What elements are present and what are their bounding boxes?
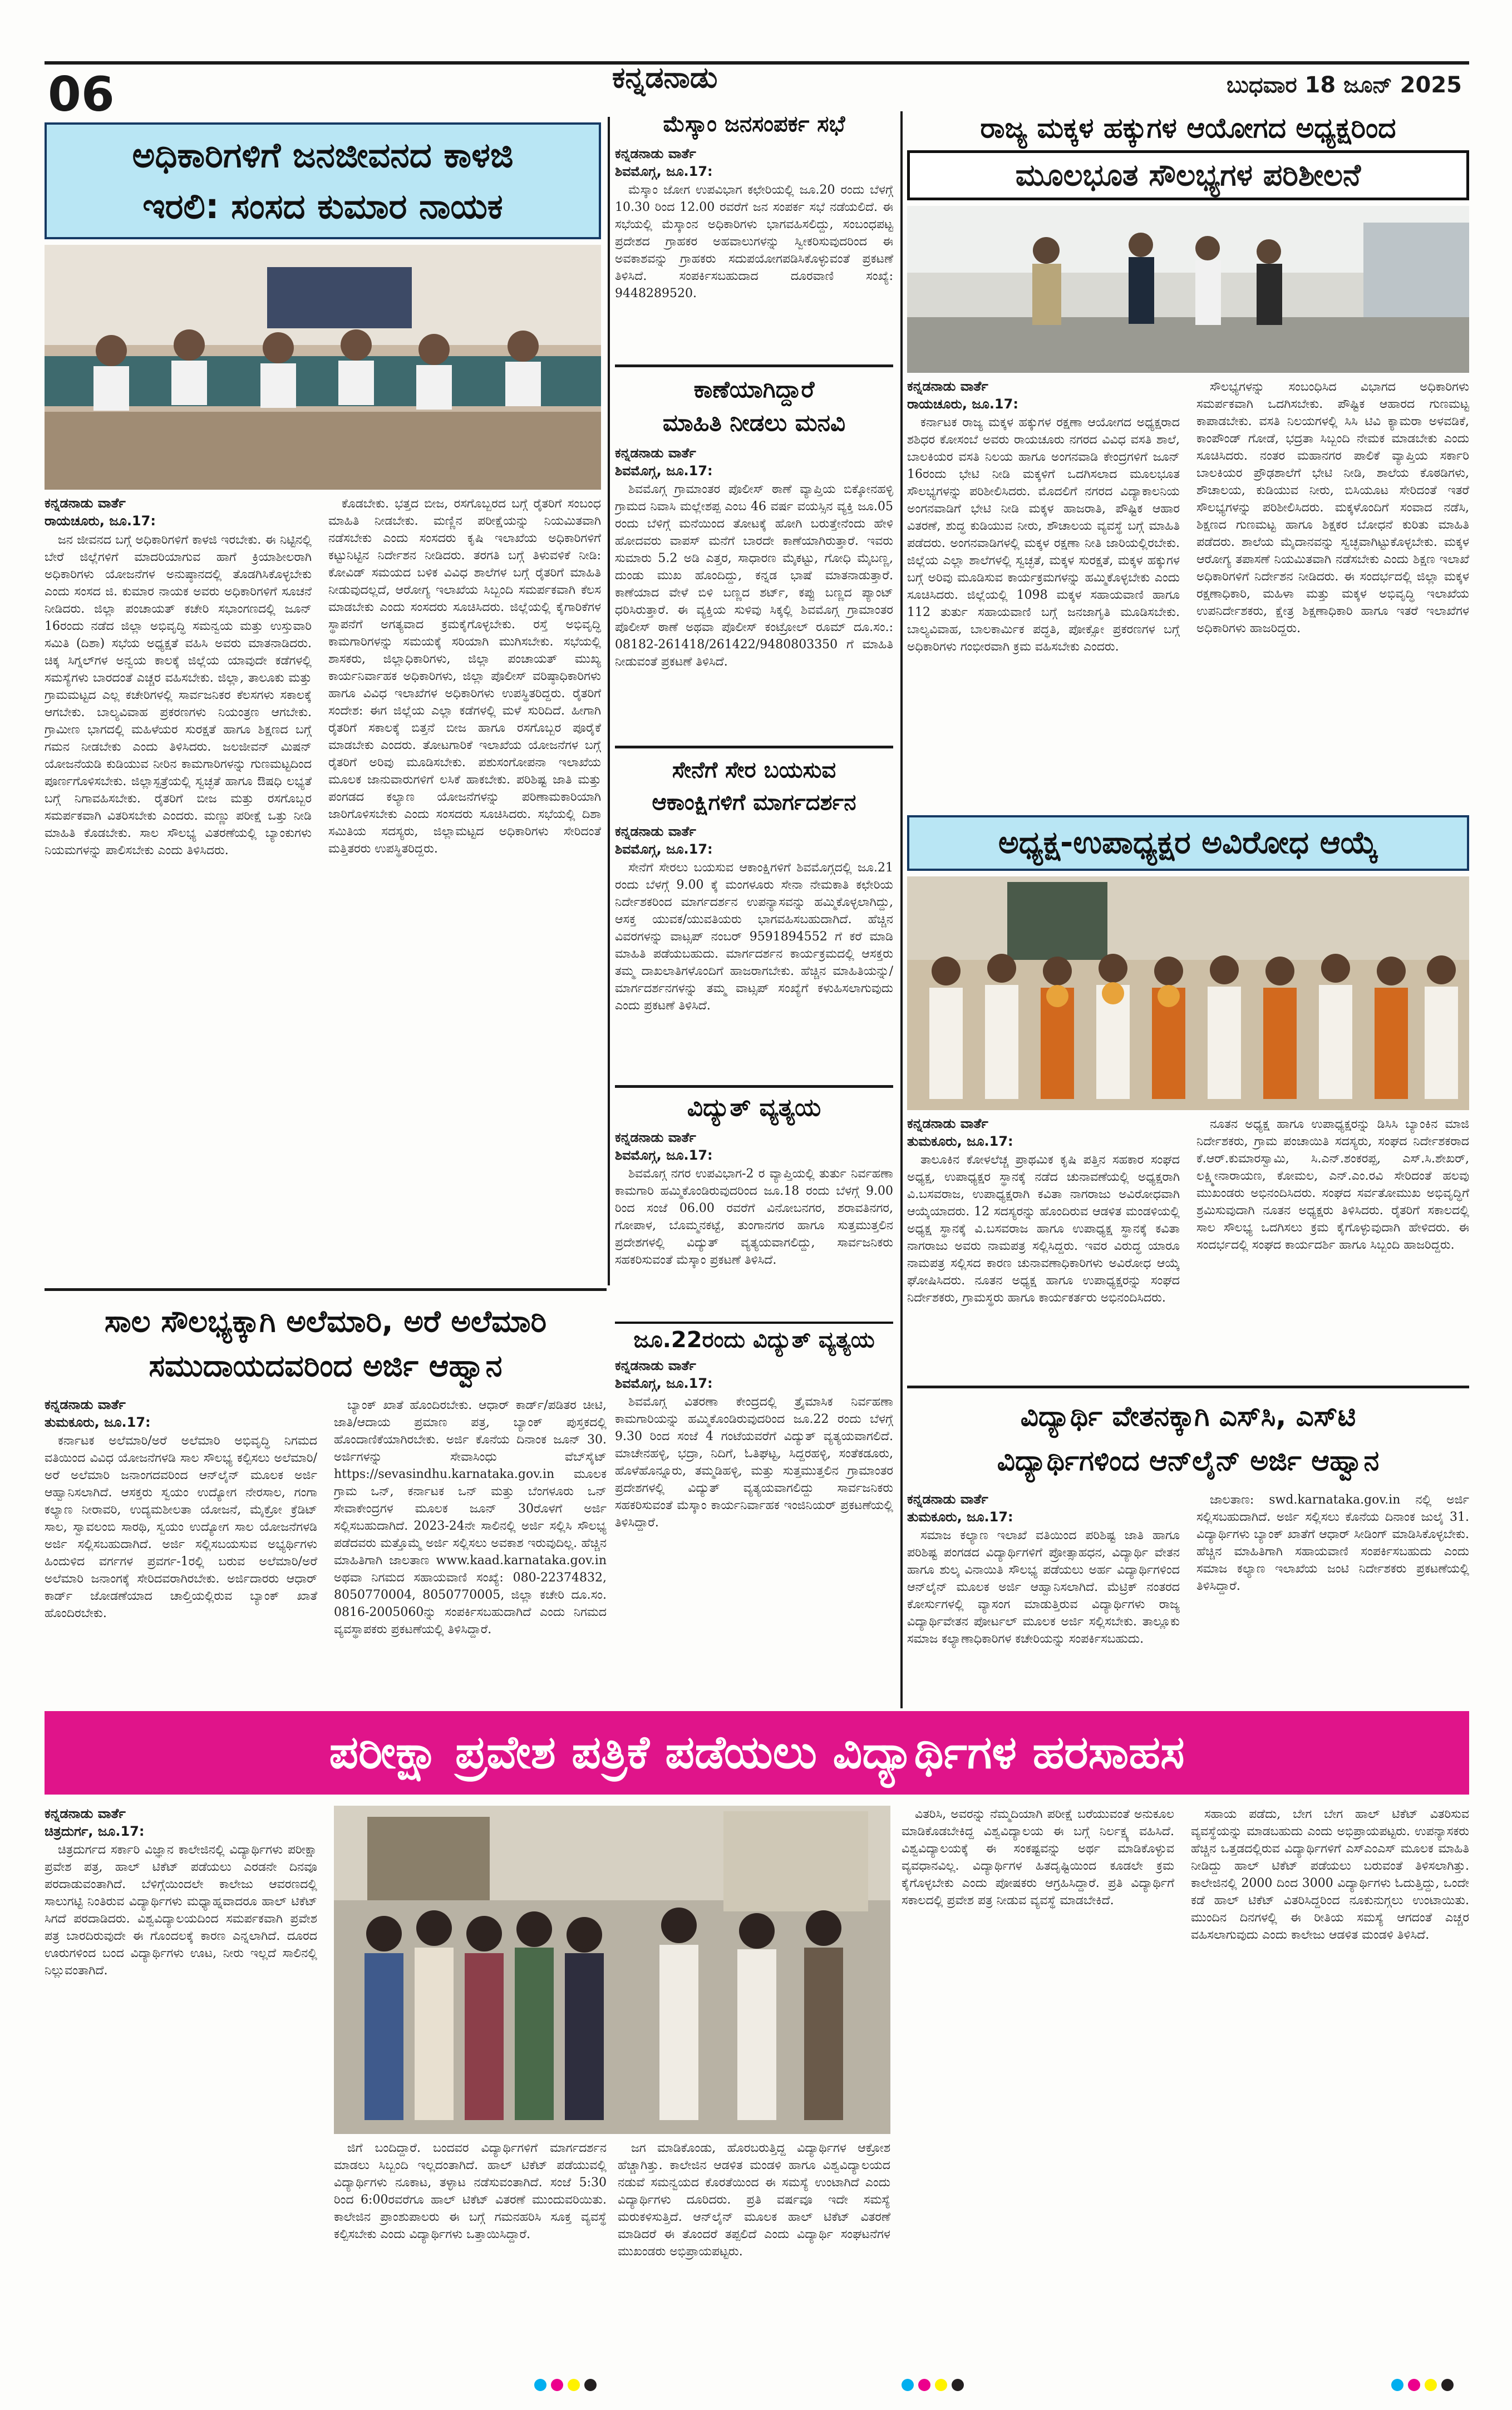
dateline: ಚಿತ್ರದುರ್ಗ, ಜೂ.17: [45, 1823, 145, 1839]
headline-child-rights-sub: ಮೂಲಭೂತ ಸೌಲಭ್ಯಗಳ ಪರಿಶೀಲನೆ [907, 150, 1469, 200]
article-body [907, 1151, 1180, 1379]
article-body [45, 1432, 317, 1694]
magenta-dot [551, 2379, 563, 2391]
yellow-dot [935, 2379, 947, 2391]
paragraph: ಜಗ ಮಾಡಿಕೊಂಡು, ಹೊರಬರುತ್ತಿದ್ದ ವಿದ್ಯಾರ್ಥಿಗಳ ಆಕ್ರೋಶ ಹೆಚ್ಚಾಗಿತ್ತು. ಕಾಲೇಜಿನ ಆಡಳಿತ ಮಂಡಳಿ ಹಾಗೂ ವಿಶ್ವವಿದ್ಯಾಲಯದ ನಡುವೆ ಸಮನ್ವಯದ ಕೊರತೆಯಿಂದ ಈ ಸಮಸ್ಯೆ ಉಂಟಾಗಿದೆ ಎಂದು ವಿದ್ಯಾರ್ಥಿಗಳು ದೂರಿದರು. ಪ್ರತಿ ವರ್ಷವೂ ಇದೇ ಸಮಸ್ಯೆ ಮರುಕಳಿಸುತ್ತಿದೆ. ಆನ್‌ಲೈನ್ ಮೂಲಕ ಹಾಲ್ ಟಿಕೆಟ್ ವಿತರಣೆ ಮಾಡಿದರೆ ಈ ತೊಂದರೆ ತಪ್ಪಲಿದೆ ಎಂದು ವಿದ್ಯಾರ್ಥಿ ಸಂಘಟನೆಗಳ ಮುಖಂಡರು ಅಭಿಪ್ರಾಯಪಟ್ಟರು. [618, 2141, 890, 2259]
headline-power22: ಜೂ.22ರಂದು ವಿದ್ಯುತ್ ವ್ಯತ್ಯಯ [615, 1322, 893, 1353]
byline: ಕನ್ನಡನಾಡು ವಾರ್ತೆ [615, 1130, 696, 1145]
dateline: ರಾಯಚೂರು, ಜೂ.17: [45, 513, 156, 529]
article-body [1196, 1116, 1469, 1379]
headline-line: ಕಾಣೆಯಾಗಿದ್ದಾರೆ [693, 376, 815, 403]
divider [615, 364, 893, 367]
paragraph: ವಿತರಿಸಿ, ಅವರನ್ನು ನೆಮ್ಮದಿಯಾಗಿ ಪರೀಕ್ಷೆ ಬರೆಯುವಂತೆ ಅನುಕೂಲ ಮಾಡಿಕೊಡಬೇಕಿದ್ದ ವಿಶ್ವವಿದ್ಯಾಲಯ ಈ ಬಗ್ಗೆ ನಿರ್ಲಕ್ಷ್ಯ ವಹಿಸಿದೆ. ವಿಶ್ವವಿದ್ಯಾಲಯಕ್ಕೆ ಈ ಸಂಕಷ್ಟವನ್ನು ಅರ್ಥ ಮಾಡಿಕೊಳ್ಳುವ ವ್ಯವಧಾನವಿಲ್ಲ. ವಿದ್ಯಾರ್ಥಿಗಳ ಹಿತದೃಷ್ಟಿಯಿಂದ ಕೂಡಲೇ ಕ್ರಮ ಕೈಗೊಳ್ಳಬೇಕು ಎಂದು ಪೋಷಕರು ಆಗ್ರಹಿಸಿದ್ದಾರೆ. ಪ್ರತಿ ವಿದ್ಯಾರ್ಥಿಗೆ ಸಕಾಲದಲ್ಲಿ ಪ್ರವೇಶ ಪತ್ರ ನೀಡುವ ವ್ಯವಸ್ಥೆ ಮಾಡಬೇಕಿದೆ. [902, 1807, 1174, 1908]
headline-loan [45, 1299, 607, 1388]
article-body [902, 1806, 1174, 2359]
headline-line: ಇರಲಿ: ಸಂಸದ ಕುಮಾರ ನಾಯಕ [142, 186, 503, 226]
divider [45, 1288, 607, 1291]
article-body [615, 859, 893, 1082]
article-body [334, 2140, 607, 2359]
byline: ಕನ್ನಡನಾಡು ವಾರ್ತೆ [615, 445, 696, 461]
headline-exam: ಪರೀಕ್ಷಾ ಪ್ರವೇಶ ಪತ್ರಿಕೆ ಪಡೆಯಲು ವಿದ್ಯಾರ್ಥಿಗಳ ಹರಸಾಹಸ [45, 1711, 1469, 1795]
dateline: ಶಿವಮೊಗ್ಗ, ಜೂ.17: [615, 1376, 713, 1391]
headline-officials [45, 122, 601, 239]
cyan-dot [534, 2379, 546, 2391]
article-body [615, 481, 893, 742]
headline-line: ಅಧಿಕಾರಿಗಳಿಗೆ ಜನಜೀವನದ ಕಾಳಜಿ [132, 135, 514, 175]
column-rule [608, 117, 610, 1285]
headline-child-rights [907, 109, 1469, 147]
column-rule [900, 111, 903, 1708]
article-body [334, 1397, 607, 1694]
dateline: ಶಿವಮೊಗ್ಗ, ಜೂ.17: [615, 1147, 713, 1163]
article-body [615, 181, 893, 359]
article-body [907, 1527, 1180, 1694]
paragraph: ಮೆಸ್ಕಾಂ ಜೋಗ ಉಪವಿಭಾಗ ಕಛೇರಿಯಲ್ಲಿ ಜೂ.20 ರಂದು ಬೆಳಗ್ಗೆ 10.30 ರಿಂದ 12.00 ರವರೆಗೆ ಜನ ಸಂಪರ್ಕ ಸಭೆ ನಡೆಯಲಿದೆ. ಈ ಸಭೆಯಲ್ಲಿ ಮೆಸ್ಕಾಂನ ಅಧಿಕಾರಿಗಳು ಭಾಗವಹಿಸಲಿದ್ದು, ಸಂಬಂಧಪಟ್ಟ ಪ್ರದೇಶದ ಗ್ರಾಹಕರ ಅಹವಾಲುಗಳನ್ನು ಸ್ವೀಕರಿಸುವುದರಿಂದ ಈ ಅವಕಾಶವನ್ನು ಗ್ರಾಹಕರು ಸದುಪಯೋಗಪಡಿಸಿಕೊಳ್ಳುವಂತೆ ಪ್ರಕಟಣೆ ತಿಳಿಸಿದೆ. ಸಂಪರ್ಕಿಸಬಹುದಾದ ದೂರವಾಣಿ ಸಂಖ್ಯೆ: 9448289520. [615, 183, 893, 300]
headline-army [615, 754, 893, 819]
black-dot [584, 2379, 597, 2391]
article-body [615, 1393, 893, 1705]
article-body [907, 414, 1180, 804]
headline-scholarship [907, 1394, 1469, 1483]
article-body [1196, 1491, 1469, 1694]
paragraph: ಚಿತ್ರದುರ್ಗದ ಸರ್ಕಾರಿ ವಿಜ್ಞಾನ ಕಾಲೇಜಿನಲ್ಲಿ ವಿದ್ಯಾರ್ಥಿಗಳು ಪರೀಕ್ಷಾ ಪ್ರವೇಶ ಪತ್ರ, ಹಾಲ್ ಟಿಕೆಟ್ ಪಡೆಯಲು ಎರಡನೇ ದಿನವೂ ಪರದಾಡುವಂತಾಗಿದೆ. ಬೆಳಿಗ್ಗೆಯಿಂದಲೇ ಕಾಲೇಜು ಆವರಣದಲ್ಲಿ ಸಾಲುಗಟ್ಟಿ ನಿಂತಿರುವ ವಿದ್ಯಾರ್ಥಿಗಳು ಮಧ್ಯಾಹ್ನವಾದರೂ ಹಾಲ್ ಟಿಕೆಟ್ ಸಿಗದೆ ಪರದಾಡಿದರು. ವಿಶ್ವವಿದ್ಯಾಲಯದಿಂದ ಸಮರ್ಪಕವಾಗಿ ಪ್ರವೇಶ ಪತ್ರ ಬಾರದಿರುವುದೇ ಈ ಗೊಂದಲಕ್ಕೆ ಕಾರಣ ಎನ್ನಲಾಗಿದೆ. ದೂರದ ಊರುಗಳಿಂದ ಬಂದ ವಿದ್ಯಾರ್ಥಿಗಳು ಊಟ, ನೀರು ಇಲ್ಲದೆ ಸಾಲಿನಲ್ಲಿ ನಿಲ್ಲುವಂತಾಗಿದೆ. [45, 1843, 317, 1978]
paragraph: ಕೊಡಬೇಕು. ಭತ್ತದ ಬೀಜ, ರಸಗೊಬ್ಬರದ ಬಗ್ಗೆ ರೈತರಿಗೆ ಸಂಬಂಧ ಮಾಹಿತಿ ನೀಡಬೇಕು. ಮಣ್ಣಿನ ಪರೀಕ್ಷೆಯನ್ನು ನಿಯಮಿತವಾಗಿ ನಡೆಸಬೇಕು ಎಂದು ಸಂಸದರು ಕೃಷಿ ಇಲಾಖೆಯ ಅಧಿಕಾರಿಗಳಿಗೆ ಕಟ್ಟುನಿಟ್ಟಿನ ನಿರ್ದೇಶನ ನೀಡಿದರು. ತರಗತಿ ಬಗ್ಗೆ ತಿಳುವಳಿಕೆ ನೀಡಿ: ಕೋವಿಡ್ ಸಮಯದ ಬಳಿಕ ವಿವಿಧ ಶಾಲೆಗಳ ಬಗ್ಗೆ ರೈತರಿಗೆ ಮಾಹಿತಿ ನೀಡುವುದಲ್ಲದೆ, ಆರೋಗ್ಯ ಇಲಾಖೆಯ ಸಿಬ್ಬಂದಿ ಸಮರ್ಪಕವಾಗಿ ಕೆಲಸ ಮಾಡಬೇಕು ಎಂದು ಸಂಸದರು ಸೂಚಿಸಿದರು. ಜಿಲ್ಲೆಯಲ್ಲಿ ಕೈಗಾರಿಕೆಗಳ ಸ್ಥಾಪನೆಗೆ ಅಗತ್ಯವಾದ ಕ್ರಮಕೈಗೊಳ್ಳಬೇಕು. ರಸ್ತೆ ಅಭಿವೃದ್ಧಿ ಕಾಮಗಾರಿಗಳನ್ನು ಸಮಯಕ್ಕೆ ಸರಿಯಾಗಿ ಮುಗಿಸಬೇಕು. ಸಭೆಯಲ್ಲಿ ಶಾಸಕರು, ಜಿಲ್ಲಾಧಿಕಾರಿಗಳು, ಜಿಲ್ಲಾ ಪಂಚಾಯತ್ ಮುಖ್ಯ ಕಾರ್ಯನಿರ್ವಾಹಕ ಅಧಿಕಾರಿಗಳು, ಜಿಲ್ಲಾ ಪೊಲೀಸ್ ವರಿಷ್ಠಾಧಿಕಾರಿಗಳು ಹಾಗೂ ವಿವಿಧ ಇಲಾಖೆಗಳ ಅಧಿಕಾರಿಗಳು ಉಪಸ್ಥಿತರಿದ್ದರು. ರೈತರಿಗೆ ಸಂದೇಶ: ಈಗ ಜಿಲ್ಲೆಯ ಎಲ್ಲಾ ಕಡೆಗಳಲ್ಲಿ ಮಳೆ ಸುರಿದಿದೆ. ಹೀಗಾಗಿ ರೈತರಿಗೆ ಸಕಾಲಕ್ಕೆ ಬಿತ್ತನೆ ಬೀಜ ಹಾಗೂ ರಸಗೊಬ್ಬರ ಪೂರೈಕೆ ಮಾಡಬೇಕು ಎಂದರು. ತೋಟಗಾರಿಕೆ ಇಲಾಖೆಯ ಯೋಜನೆಗಳ ಬಗ್ಗೆ ರೈತರಿಗೆ ಅರಿವು ಮೂಡಿಸಬೇಕು. ಪಶುಸಂಗೋಪನಾ ಇಲಾಖೆಯ ಮೂಲಕ ಜಾನುವಾರುಗಳಿಗೆ ಲಸಿಕೆ ಹಾಕಬೇಕು. ಪರಿಶಿಷ್ಟ ಜಾತಿ ಮತ್ತು ಪಂಗಡದ ಕಲ್ಯಾಣ ಯೋಜನೆಗಳನ್ನು ಪರಿಣಾಮಕಾರಿಯಾಗಿ ಜಾರಿಗೊಳಿಸಬೇಕು ಎಂದು ಸಂಸದರು ಸೂಚಿಸಿದರು. ಸಭೆಯಲ್ಲಿ ದಿಶಾ ಸಮಿತಿಯ ಸದಸ್ಯರು, ಜಿಲ್ಲಾಮಟ್ಟದ ಅಧಿಕಾರಿಗಳು ಸೇರಿದಂತೆ ಮತ್ತಿತರರು ಉಪಸ್ಥಿತರಿದ್ದರು. [328, 497, 601, 856]
byline: ಕನ್ನಡನಾಡು ವಾರ್ತೆ [615, 1358, 696, 1373]
byline: ಕನ್ನಡನಾಡು ವಾರ್ತೆ [45, 1806, 126, 1821]
paragraph: ನೂತನ ಅಧ್ಯಕ್ಷ ಹಾಗೂ ಉಪಾಧ್ಯಕ್ಷರನ್ನು ಡಿಸಿಸಿ ಬ್ಯಾಂಕಿನ ಮಾಜಿ ನಿರ್ದೇಶಕರು, ಗ್ರಾಮ ಪಂಚಾಯಿತಿ ಸದಸ್ಯರು, ಸಂಘದ ನಿರ್ದೇಶಕರಾದ ಕೆ.ಆರ್.ಕುಮಾರಸ್ವಾಮಿ, ಸಿ.ಎನ್.ಶಂಕರಪ್ಪ, ಎಸ್.ಸಿ.ಶೇಖರ್, ಲಕ್ಷ್ಮೀನಾರಾಯಣ, ಕೋಮಲ, ಎನ್.ಎಂ.ರವಿ ಸೇರಿದಂತೆ ಹಲವು ಮುಖಂಡರು ಅಭಿನಂದಿಸಿದರು. ಸಂಘದ ಸರ್ವತೋಮುಖ ಅಭಿವೃದ್ಧಿಗೆ ಶ್ರಮಿಸುವುದಾಗಿ ನೂತನ ಅಧ್ಯಕ್ಷರು ತಿಳಿಸಿದರು. ರೈತರಿಗೆ ಸಕಾಲದಲ್ಲಿ ಸಾಲ ಸೌಲಭ್ಯ ಒದಗಿಸಲು ಕ್ರಮ ಕೈಗೊಳ್ಳುವುದಾಗಿ ಹೇಳಿದರು. ಈ ಸಂದರ್ಭದಲ್ಲಿ ಸಂಘದ ಕಾರ್ಯದರ್ಶಿ ಹಾಗೂ ಸಿಬ್ಬಂದಿ ಹಾಜರಿದ್ದರು. [1196, 1117, 1469, 1252]
paragraph: ಬ್ಯಾಂಕ್ ಖಾತೆ ಹೊಂದಿರಬೇಕು. ಆಧಾರ್ ಕಾರ್ಡ್/ಪಡಿತರ ಚೀಟಿ, ಜಾತಿ/ಆದಾಯ ಪ್ರಮಾಣ ಪತ್ರ, ಬ್ಯಾಂಕ್ ಪುಸ್ತಕದಲ್ಲಿ ಹೊಂದಾಣಿಕೆಯಾಗಿರಬೇಕು. ಅರ್ಜಿ ಕೊನೆಯ ದಿನಾಂಕ ಜೂನ್ 30. ಅರ್ಜಿಗಳನ್ನು ಸೇವಾಸಿಂಧು ವೆಬ್‌ಸೈಟ್ https://sevasindhu.karnataka.gov.in ಮೂಲಕ ಗ್ರಾಮ ಒನ್, ಕರ್ನಾಟಕ ಒನ್ ಮತ್ತು ಬೆಂಗಳೂರು ಒನ್ ಸೇವಾಕೇಂದ್ರಗಳ ಮೂಲಕ ಜೂನ್ 30ರೊಳಗೆ ಅರ್ಜಿ ಸಲ್ಲಿಸಬಹುದಾಗಿದೆ. 2023-24ನೇ ಸಾಲಿನಲ್ಲಿ ಅರ್ಜಿ ಸಲ್ಲಿಸಿ ಸೌಲಭ್ಯ ಪಡೆದವರು ಮತ್ತೊಮ್ಮೆ ಅರ್ಜಿ ಸಲ್ಲಿಸಲು ಅವಕಾಶ ಇರುವುದಿಲ್ಲ. ಹೆಚ್ಚಿನ ಮಾಹಿತಿಗಾಗಿ ಜಾಲತಾಣ www.kaad.karnataka.gov.in ಅಥವಾ ನಿಗಮದ ಸಹಾಯವಾಣಿ ಸಂಖ್ಯೆ: 080-22374832, 8050770004, 8050770005, ಜಿಲ್ಲಾ ಕಚೇರಿ ದೂ.ಸಂ. 0816-2005060ನ್ನು ಸಂಪರ್ಕಿಸಬಹುದಾಗಿದೆ ಎಂದು ನಿಗಮದ ವ್ಯವಸ್ಥಾಪಕರು ಪ್ರಕಟಣೆಯಲ್ಲಿ ತಿಳಿಸಿದ್ದಾರೆ. [334, 1398, 607, 1637]
headline-line: ರಾಜ್ಯ ಮಕ್ಕಳ ಹಕ್ಕುಗಳ ಆಯೋಗದ ಅಧ್ಯಕ್ಷರಿಂದ [980, 112, 1396, 144]
byline: ಕನ್ನಡನಾಡು ವಾರ್ತೆ [907, 378, 988, 394]
paragraph: ಸಹಾಯ ಪಡೆದು, ಬೇಗ ಬೇಗ ಹಾಲ್ ಟಿಕೆಟ್ ವಿತರಿಸುವ ವ್ಯವಸ್ಥೆಯನ್ನು ಮಾಡಬಹುದು ಎಂದು ಅಭಿಪ್ರಾಯಪಟ್ಟರು. ಉಪನ್ಯಾಸಕರು ಹೆಚ್ಚಿನ ಒತ್ತಡದಲ್ಲಿರುವ ವಿದ್ಯಾರ್ಥಿಗಳಿಗೆ ಎಸ್‌ಎಂಎಸ್ ಮೂಲಕ ಮಾಹಿತಿ ನೀಡಿದ್ದು ಹಾಲ್ ಟಿಕೆಟ್ ಪಡೆಯಲು ಬರುವಂತೆ ತಿಳಿಸಲಾಗಿತ್ತು. ಕಾಲೇಜಿನಲ್ಲಿ 2000 ದಿಂದ 3000 ವಿದ್ಯಾರ್ಥಿಗಳು ಓದುತ್ತಿದ್ದು, ಒಂದೇ ಕಡೆ ಹಾಲ್ ಟಿಕೆಟ್ ವಿತರಿಸಿದ್ದರಿಂದ ನೂಕುನುಗ್ಗಲು ಉಂಟಾಯಿತು. ಮುಂದಿನ ದಿನಗಳಲ್ಲಿ ಈ ರೀತಿಯ ಸಮಸ್ಯೆ ಆಗದಂತೆ ಎಚ್ಚರ ವಹಿಸಲಾಗುವುದು ಎಂದು ಕಾಲೇಜು ಆಡಳಿತ ಮಂಡಳಿ ತಿಳಿಸಿದೆ. [1191, 1807, 1469, 1942]
byline: ಕನ್ನಡನಾಡು ವಾರ್ತೆ [615, 824, 696, 839]
paragraph: ಶಿವಮೊಗ್ಗ ವಿತರಣಾ ಕೇಂದ್ರದಲ್ಲಿ ತ್ರೈಮಾಸಿಕ ನಿರ್ವಹಣಾ ಕಾಮಗಾರಿಯನ್ನು ಹಮ್ಮಿಕೊಂಡಿರುವುದರಿಂದ ಜೂ.22 ರಂದು ಬೆಳಗ್ಗೆ 9.30 ರಿಂದ ಸಂಜೆ 4 ಗಂಟೆಯವರೆಗೆ ವಿದ್ಯುತ್ ವ್ಯತ್ಯಯವಾಗಲಿದೆ. ಮಾಚೇನಹಳ್ಳಿ, ಭದ್ರಾ, ನಿದಿಗೆ, ಓತಿಘಟ್ಟ, ಸಿದ್ದರಹಳ್ಳಿ, ಸಂತೆಕಡೂರು, ಹೊಳೆಹೊನ್ನೂರು, ತಮ್ಮಡಿಹಳ್ಳಿ, ಮತ್ತು ಸುತ್ತಮುತ್ತಲಿನ ಗ್ರಾಮಾಂತರ ಪ್ರದೇಶಗಳಲ್ಲಿ ವಿದ್ಯುತ್ ವ್ಯತ್ಯಯವಾಗಲಿದ್ದು ಸಾರ್ವಜನಿಕರು ಸಹಕರಿಸುವಂತೆ ಮೆಸ್ಕಾಂ ಕಾರ್ಯನಿರ್ವಾಹಕ ಇಂಜಿನಿಯರ್ ಪ್ರಕಟಣೆಯಲ್ಲಿ ತಿಳಿಸಿದ್ದಾರೆ. [615, 1395, 893, 1530]
headline-line: ಸಾಲ ಸೌಲಭ್ಯಕ್ಕಾಗಿ ಅಲೆಮಾರಿ, ಅರೆ ಅಲೆಮಾರಿ [104, 1304, 547, 1339]
dateline: ತುಮಕೂರು, ಜೂ.17: [45, 1415, 151, 1430]
paragraph: ಶಿವಮೊಗ್ಗ ನಗರ ಉಪವಿಭಾಗ-2 ರ ವ್ಯಾಪ್ತಿಯಲ್ಲಿ ತುರ್ತು ನಿರ್ವಹಣಾ ಕಾಮಗಾರಿ ಹಮ್ಮಿಕೊಂಡಿರುವುದರಿಂದ ಜೂ.18 ರಂದು ಬೆಳಗ್ಗೆ 9.00 ರಿಂದ ಸಂಜೆ 06.00 ರವರೆಗೆ ವಿನೋಬನಗರ, ಶರಾವತಿನಗರ, ಗೋಪಾಳ, ಬೊಮ್ಮನಕಟ್ಟೆ, ತುಂಗಾನಗರ ಹಾಗೂ ಸುತ್ತಮುತ್ತಲಿನ ಪ್ರದೇಶಗಳಲ್ಲಿ ವಿದ್ಯುತ್ ವ್ಯತ್ಯಯವಾಗಲಿದ್ದು, ಸಾರ್ವಜನಿಕರು ಸಹಕರಿಸುವಂತೆ ಮೆಸ್ಕಾಂ ಪ್ರಕಟಣೆ ತಿಳಿಸಿದೆ. [615, 1167, 893, 1267]
article-body [45, 531, 312, 1283]
headline-meeting: ಮೆಸ್ಕಾಂ ಜನಸಂಪರ್ಕ ಸಭೆ [663, 111, 845, 137]
inspection-photo [907, 206, 1469, 373]
headline-president: ಅಧ್ಯಕ್ಷ-ಉಪಾಧ್ಯಕ್ಷರ ಅವಿರೋಧ ಆಯ್ಕೆ [907, 815, 1469, 871]
meeting-photo [45, 245, 601, 490]
paragraph: ಜಾಲತಾಣ: swd.karnataka.gov.in ನಲ್ಲಿ ಅರ್ಜಿ ಸಲ್ಲಿಸಬಹುದಾಗಿದೆ. ಅರ್ಜಿ ಸಲ್ಲಿಸಲು ಕೊನೆಯ ದಿನಾಂಕ ಜುಲೈ 31. ವಿದ್ಯಾರ್ಥಿಗಳು ಬ್ಯಾಂಕ್ ಖಾತೆಗೆ ಆಧಾರ್ ಸೀಡಿಂಗ್ ಮಾಡಿಸಿಕೊಳ್ಳಬೇಕು. ಹೆಚ್ಚಿನ ಮಾಹಿತಿಗಾಗಿ ಸಹಾಯವಾಣಿ ಸಂಪರ್ಕಿಸಬಹುದು ಎಂದು ಸಮಾಜ ಕಲ್ಯಾಣ ಇಲಾಖೆಯ ಜಂಟಿ ನಿರ್ದೇಶಕರು ಪ್ರಕಟಣೆಯಲ್ಲಿ ತಿಳಿಸಿದ್ದಾರೆ. [1196, 1493, 1469, 1593]
dateline: ತುಮಕೂರು, ಜೂ.17: [907, 1133, 1013, 1149]
byline: ಕನ್ನಡನಾಡು ವಾರ್ತೆ [907, 1116, 988, 1131]
byline: ಕನ್ನಡನಾಡು ವಾರ್ತೆ [45, 495, 126, 511]
headline-line: ಆಕಾಂಕ್ಷಿಗಳಿಗೆ ಮಾರ್ಗದರ್ಶನ [652, 790, 856, 815]
yellow-dot [568, 2379, 580, 2391]
students-photo [334, 1806, 890, 2134]
issue-date: ಬುಧವಾರ 18 ಜೂನ್ 2025 [1227, 72, 1462, 98]
divider [907, 1386, 1469, 1388]
masthead: ಕನ್ನಡನಾಡು [612, 61, 718, 95]
magenta-dot [1408, 2379, 1420, 2391]
page-number: 06 [48, 67, 115, 122]
divider [615, 746, 893, 748]
header-rule [45, 61, 1469, 65]
paragraph: ಸೌಲಭ್ಯಗಳನ್ನು ಸಂಬಂಧಿಸಿದ ವಿಭಾಗದ ಅಧಿಕಾರಿಗಳು ಸಮರ್ಪಕವಾಗಿ ಒದಗಿಸಬೇಕು. ಪೌಷ್ಟಿಕ ಆಹಾರದ ಗುಣಮಟ್ಟ ಕಾಪಾಡಬೇಕು. ವಸತಿ ನಿಲಯಗಳಲ್ಲಿ ಸಿಸಿ ಟಿವಿ ಕ್ಯಾಮರಾ ಅಳವಡಿಕೆ, ಕಾಂಪೌಂಡ್ ಗೋಡೆ, ಭದ್ರತಾ ಸಿಬ್ಬಂದಿ ನೇಮಕ ಮಾಡಬೇಕು ಎಂದು ಸೂಚಿಸಿದರು. ನಂತರ ಮಹಾನಗರ ಪಾಲಿಕೆ ವ್ಯಾಪ್ತಿಯ ಸರ್ಕಾರಿ ಬಾಲಕಿಯರ ಪ್ರೌಢಶಾಲೆಗೆ ಭೇಟಿ ನೀಡಿ, ಶಾಲೆಯ ಕೊಠಡಿಗಳು, ಶೌಚಾಲಯ, ಕುಡಿಯುವ ನೀರು, ಬಿಸಿಯೂಟ ಸೇರಿದಂತೆ ಇತರೆ ಸೌಲಭ್ಯಗಳನ್ನು ಪರಿಶೀಲಿಸಿದರು. ಮಕ್ಕಳೊಂದಿಗೆ ಸಂವಾದ ನಡೆಸಿ, ಶಿಕ್ಷಣದ ಗುಣಮಟ್ಟ ಹಾಗೂ ಶಿಕ್ಷಕರ ಬೋಧನೆ ಕುರಿತು ಮಾಹಿತಿ ಪಡೆದರು. ಶಾಲೆಯ ಮೈದಾನವನ್ನು ಸ್ವಚ್ಛವಾಗಿಟ್ಟುಕೊಳ್ಳಬೇಕು. ಮಕ್ಕಳ ಆರೋಗ್ಯ ತಪಾಸಣೆ ನಿಯಮಿತವಾಗಿ ನಡೆಸಬೇಕು ಎಂದು ಶಿಕ್ಷಣ ಇಲಾಖೆ ಅಧಿಕಾರಿಗಳಿಗೆ ನಿರ್ದೇಶನ ನೀಡಿದರು. ಈ ಸಂದರ್ಭದಲ್ಲಿ ಜಿಲ್ಲಾ ಮಕ್ಕಳ ರಕ್ಷಣಾಧಿಕಾರಿ, ಮಹಿಳಾ ಮತ್ತು ಮಕ್ಕಳ ಅಭಿವೃದ್ಧಿ ಇಲಾಖೆಯ ಉಪನಿರ್ದೇಶಕರು, ಕ್ಷೇತ್ರ ಶಿಕ್ಷಣಾಧಿಕಾರಿ ಹಾಗೂ ಇತರೆ ಇಲಾಖೆಗಳ ಅಧಿಕಾರಿಗಳು ಹಾಜರಿದ್ದರು. [1196, 380, 1469, 635]
paragraph: ಜಿಗೆ ಬಂದಿದ್ದಾರೆ. ಬಂದವರ ವಿದ್ಯಾರ್ಥಿಗಳಿಗೆ ಮಾರ್ಗದರ್ಶನ ಮಾಡಲು ಸಿಬ್ಬಂದಿ ಇಲ್ಲದಂತಾಗಿದೆ. ಹಾಲ್ ಟಿಕೆಟ್ ಪಡೆಯುವಲ್ಲಿ ವಿದ್ಯಾರ್ಥಿಗಳು ನೂಕಾಟ, ತಳ್ಳಾಟ ನಡೆಸುವಂತಾಗಿದೆ. ಸಂಜೆ 5:30 ರಿಂದ 6:00ರವರೆಗೂ ಹಾಲ್ ಟಿಕೆಟ್ ವಿತರಣೆ ಮುಂದುವರಿಯಿತು. ಕಾಲೇಜಿನ ಪ್ರಾಂಶುಪಾಲರು ಈ ಬಗ್ಗೆ ಗಮನಹರಿಸಿ ಸೂಕ್ತ ವ್ಯವಸ್ಥೆ ಕಲ್ಪಿಸಬೇಕು ಎಂದು ವಿದ್ಯಾರ್ಥಿಗಳು ಒತ್ತಾಯಿಸಿದ್ದಾರೆ. [334, 2141, 607, 2241]
article-body [618, 2140, 890, 2359]
paragraph: ಕರ್ನಾಟಕ ಅಲೆಮಾರಿ/ಅರೆ ಅಲೆಮಾರಿ ಅಭಿವೃದ್ಧಿ ನಿಗಮದ ವತಿಯಿಂದ ವಿವಿಧ ಯೋಜನೆಗಳಡಿ ಸಾಲ ಸೌಲಭ್ಯ ಕಲ್ಪಿಸಲು ಅಲೆಮಾರಿ/ಅರೆ ಅಲೆಮಾರಿ ಜನಾಂಗದವರಿಂದ ಆನ್‌ಲೈನ್ ಮೂಲಕ ಅರ್ಜಿ ಆಹ್ವಾನಿಸಲಾಗಿದೆ. ಆಸಕ್ತರು ಸ್ವಯಂ ಉದ್ಯೋಗ ನೇರಸಾಲ, ಗಂಗಾ ಕಲ್ಯಾಣ ನೀರಾವರಿ, ಉದ್ಯಮಶೀಲತಾ ಯೋಜನೆ, ಮೈಕ್ರೋ ಕ್ರೆಡಿಟ್ ಸಾಲ, ಸ್ವಾವಲಂಬಿ ಸಾರಥಿ, ಸ್ವಯಂ ಉದ್ಯೋಗ ಸಾಲ ಯೋಜನೆಗಳಡಿ ಅರ್ಜಿ ಸಲ್ಲಿಸಬಹುದಾಗಿದೆ. ಅರ್ಜಿ ಸಲ್ಲಿಸಬಯಸುವ ಅಭ್ಯರ್ಥಿಗಳು ಹಿಂದುಳಿದ ವರ್ಗಗಳ ಪ್ರವರ್ಗ-1ರಲ್ಲಿ ಬರುವ ಅಲೆಮಾರಿ/ಅರೆ ಅಲೆಮಾರಿ ಜನಾಂಗಕ್ಕೆ ಸೇರಿದವರಾಗಿರಬೇಕು. ಅರ್ಜಿದಾರರು ಆಧಾರ್ ಕಾರ್ಡ್ ಜೋಡಣೆಯಾದ ಚಾಲ್ತಿಯಲ್ಲಿರುವ ಬ್ಯಾಂಕ್ ಖಾತೆ ಹೊಂದಿರಬೇಕು. [45, 1434, 317, 1620]
headline-line: ಸೇನೆಗೆ ಸೇರ ಬಯಸುವ [672, 757, 836, 783]
paragraph: ಸಮಾಜ ಕಲ್ಯಾಣ ಇಲಾಖೆ ವತಿಯಿಂದ ಪರಿಶಿಷ್ಟ ಜಾತಿ ಹಾಗೂ ಪರಿಶಿಷ್ಟ ಪಂಗಡದ ವಿದ್ಯಾರ್ಥಿಗಳಿಗೆ ಪ್ರೋತ್ಸಾಹಧನ, ವಿದ್ಯಾರ್ಥಿ ವೇತನ ಹಾಗೂ ಶುಲ್ಕ ವಿನಾಯಿತಿ ಸೌಲಭ್ಯ ಪಡೆಯಲು ಅರ್ಹ ವಿದ್ಯಾರ್ಥಿಗಳಿಂದ ಆನ್‌ಲೈನ್ ಮೂಲಕ ಅರ್ಜಿ ಆಹ್ವಾನಿಸಲಾಗಿದೆ. ಮೆಟ್ರಿಕ್ ನಂತರದ ಕೋರ್ಸುಗಳಲ್ಲಿ ವ್ಯಾಸಂಗ ಮಾಡುತ್ತಿರುವ ವಿದ್ಯಾರ್ಥಿಗಳು ರಾಜ್ಯ ವಿದ್ಯಾರ್ಥಿವೇತನ ಪೋರ್ಟಲ್ ಮೂಲಕ ಅರ್ಜಿ ಸಲ್ಲಿಸಬೇಕು. ತಾಲ್ಲೂಕು ಸಮಾಜ ಕಲ್ಯಾಣಾಧಿಕಾರಿಗಳ ಕಚೇರಿಯನ್ನು ಸಂಪರ್ಕಿಸಬಹುದು. [907, 1529, 1180, 1646]
dateline: ಶಿವಮೊಗ್ಗ, ಜೂ.17: [615, 841, 713, 857]
paragraph: ತಾಲೂಕಿನ ಕೋಳಲೆಚ್ಚ ಪ್ರಾಥಮಿಕ ಕೃಷಿ ಪತ್ತಿನ ಸಹಕಾರ ಸಂಘದ ಅಧ್ಯಕ್ಷ, ಉಪಾಧ್ಯಕ್ಷರ ಸ್ಥಾನಕ್ಕೆ ನಡೆದ ಚುನಾವಣೆಯಲ್ಲಿ ಅಧ್ಯಕ್ಷರಾಗಿ ವಿ.ಬಸವರಾಜ, ಉಪಾಧ್ಯಕ್ಷರಾಗಿ ಕವಿತಾ ನಾಗರಾಜು ಅವಿರೋಧವಾಗಿ ಆಯ್ಕೆಯಾದರು. 12 ಸದಸ್ಯರನ್ನು ಹೊಂದಿರುವ ಆಡಳಿತ ಮಂಡಳಿಯಲ್ಲಿ ಅಧ್ಯಕ್ಷ ಸ್ಥಾನಕ್ಕೆ ವಿ.ಬಸವರಾಜ ಹಾಗೂ ಉಪಾಧ್ಯಕ್ಷ ಸ್ಥಾನಕ್ಕೆ ಕವಿತಾ ನಾಗರಾಜು ಅವರು ನಾಮಪತ್ರ ಸಲ್ಲಿಸಿದ್ದರು. ಇವರ ವಿರುದ್ಧ ಯಾರೂ ನಾಮಪತ್ರ ಸಲ್ಲಿಸದ ಕಾರಣ ಚುನಾವಣಾಧಿಕಾರಿಗಳು ಅವಿರೋಧ ಆಯ್ಕೆ ಘೋಷಿಸಿದರು. ನೂತನ ಅಧ್ಯಕ್ಷ ಹಾಗೂ ಉಪಾಧ್ಯಕ್ಷರನ್ನು ಸಂಘದ ನಿರ್ದೇಶಕರು, ಗ್ರಾಮಸ್ಥರು ಹಾಗೂ ಕಾರ್ಯಕರ್ತರು ಅಭಿನಂದಿಸಿದರು. [907, 1153, 1180, 1305]
headline-line: ವಿದ್ಯಾರ್ಥಿಗಳಿಂದ ಆನ್‌ಲೈನ್ ಅರ್ಜಿ ಆಹ್ವಾನ [997, 1445, 1380, 1477]
article-body [615, 1165, 893, 1315]
magenta-dot [918, 2379, 930, 2391]
cyan-dot [1391, 2379, 1403, 2391]
headline-line: ವಿದ್ಯಾರ್ಥಿ ವೇತನಕ್ಕಾಗಿ ಎಸ್‌ಸಿ, ಎಸ್‌ಟಿ [1020, 1400, 1356, 1432]
divider [615, 1085, 893, 1088]
byline: ಕನ್ನಡನಾಡು ವಾರ್ತೆ [615, 146, 696, 161]
byline: ಕನ್ನಡನಾಡು ವಾರ್ತೆ [907, 1491, 988, 1507]
paragraph: ಕರ್ನಾಟಕ ರಾಜ್ಯ ಮಕ್ಕಳ ಹಕ್ಕುಗಳ ರಕ್ಷಣಾ ಆಯೋಗದ ಅಧ್ಯಕ್ಷರಾದ ಶಶಿಧರ ಕೋಸಂಬೆ ಅವರು ರಾಯಚೂರು ನಗರದ ವಿವಿಧ ವಸತಿ ಶಾಲೆ, ಬಾಲಕಿಯರ ವಸತಿ ನಿಲಯ ಹಾಗೂ ಅಂಗನವಾಡಿ ಕೇಂದ್ರಗಳಿಗೆ ಜೂನ್ 16ರಂದು ಭೇಟಿ ನೀಡಿ ಮಕ್ಕಳಿಗೆ ಒದಗಿಸಲಾದ ಮೂಲಭೂತ ಸೌಲಭ್ಯಗಳನ್ನು ಪರಿಶೀಲಿಸಿದರು. ಮೊದಲಿಗೆ ನಗರದ ವಿದ್ಯಾಕಾಲನಿಯ ಅಂಗನವಾಡಿಗೆ ಭೇಟಿ ನೀಡಿ ಮಕ್ಕಳ ಹಾಜರಾತಿ, ಪೌಷ್ಟಿಕ ಆಹಾರ ವಿತರಣೆ, ಶುದ್ಧ ಕುಡಿಯುವ ನೀರು, ಶೌಚಾಲಯ ವ್ಯವಸ್ಥೆ ಬಗ್ಗೆ ಮಾಹಿತಿ ಪಡೆದರು. ಅಂಗನವಾಡಿಗಳಲ್ಲಿ ಮಕ್ಕಳ ರಕ್ಷಣಾ ನೀತಿ ಜಾರಿಯಲ್ಲಿರಬೇಕು. ಜಿಲ್ಲೆಯ ಎಲ್ಲಾ ಶಾಲೆಗಳಲ್ಲಿ ಸ್ವಚ್ಛತೆ, ಮಕ್ಕಳ ಸುರಕ್ಷತೆ, ಮಕ್ಕಳ ಹಕ್ಕುಗಳ ಬಗ್ಗೆ ಅರಿವು ಮೂಡಿಸುವ ಕಾರ್ಯಕ್ರಮಗಳನ್ನು ಹಮ್ಮಿಕೊಳ್ಳಬೇಕು ಎಂದು ಸೂಚಿಸಿದರು. ಜಿಲ್ಲೆಯಲ್ಲಿ 1098 ಮಕ್ಕಳ ಸಹಾಯವಾಣಿ ಹಾಗೂ 112 ತುರ್ತು ಸಹಾಯವಾಣಿ ಬಗ್ಗೆ ಜನಜಾಗೃತಿ ಮೂಡಿಸಬೇಕು. ಬಾಲ್ಯವಿವಾಹ, ಬಾಲಕಾರ್ಮಿಕ ಪದ್ಧತಿ, ಪೋಕ್ಸೋ ಪ್ರಕರಣಗಳ ಬಗ್ಗೆ ಅಧಿಕಾರಿಗಳು ಗಂಭೀರವಾಗಿ ಕ್ರಮ ವಹಿಸಬೇಕು ಎಂದರು. [907, 416, 1180, 654]
headline-power: ವಿದ್ಯುತ್ ವ್ಯತ್ಯಯ [687, 1093, 821, 1122]
dateline: ಶಿವಮೊಗ್ಗ, ಜೂ.17: [615, 463, 713, 479]
yellow-dot [1425, 2379, 1437, 2391]
registration-marks [1391, 2379, 1454, 2391]
paragraph: ಜನ ಜೀವನದ ಬಗ್ಗೆ ಅಧಿಕಾರಿಗಳಿಗೆ ಕಾಳಜಿ ಇರಬೇಕು. ಈ ನಿಟ್ಟಿನಲ್ಲಿ ಬೇರೆ ಜಿಲ್ಲೆಗಳಿಗೆ ಮಾದರಿಯಾಗುವ ಹಾಗೆ ಕ್ರಿಯಾಶೀಲರಾಗಿ ಅಧಿಕಾರಿಗಳು ಯೋಜನೆಗಳ ಅನುಷ್ಠಾನದಲ್ಲಿ ತೊಡಗಿಸಿಕೊಳ್ಳಬೇಕು ಎಂದು ಸಂಸದ ಜಿ. ಕುಮಾರ ನಾಯಕ ಅವರು ಅಧಿಕಾರಿಗಳಿಗೆ ಸೂಚನೆ ನೀಡಿದರು. ಜಿಲ್ಲಾ ಪಂಚಾಯತ್ ಕಚೇರಿ ಸಭಾಂಗಣದಲ್ಲಿ ಜೂನ್ 16ರಂದು ನಡೆದ ಜಿಲ್ಲಾ ಅಭಿವೃದ್ಧಿ ಸಮನ್ವಯ ಮತ್ತು ಉಸ್ತುವಾರಿ ಸಮಿತಿ (ದಿಶಾ) ಸಭೆಯ ಅಧ್ಯಕ್ಷತೆ ವಹಿಸಿ ಅವರು ಮಾತನಾಡಿದರು. ಚಿಕ್ಕ ಸಿಗ್ನಲ್‌ಗಳ ಅನ್ವಯ ಕಾಲಕ್ಕೆ ಜಿಲ್ಲೆಯ ಯಾವುದೇ ಕಡೆಗಳಲ್ಲಿ ಸಮಸ್ಯೆಗಳು ಬಾರದಂತೆ ಎಚ್ಚರ ವಹಿಸಬೇಕು. ಜಿಲ್ಲಾ, ತಾಲೂಕು ಮತ್ತು ಗ್ರಾಮಮಟ್ಟದ ಎಲ್ಲ ಕಚೇರಿಗಳಲ್ಲಿ ಸಾರ್ವಜನಿಕರ ಕೆಲಸಗಳು ಸಕಾಲಕ್ಕೆ ಆಗಬೇಕು. ಬಾಲ್ಯವಿವಾಹ ಪ್ರಕರಣಗಳು ನಿಯಂತ್ರಣ ಆಗಬೇಕು. ಗ್ರಾಮೀಣ ಭಾಗದಲ್ಲಿ ಮಹಿಳೆಯರ ಸುರಕ್ಷತೆ ಹಾಗೂ ಶಿಕ್ಷಣದ ಬಗ್ಗೆ ಗಮನ ನೀಡಬೇಕು ಎಂದು ತಿಳಿಸಿದರು. ಜಲಜೀವನ್ ಮಿಷನ್ ಯೋಜನೆಯಡಿ ಕುಡಿಯುವ ನೀರಿನ ಕಾಮಗಾರಿಗಳನ್ನು ಗುಣಮಟ್ಟದಿಂದ ಪೂರ್ಣಗೊಳಿಸಬೇಕು. ಜಿಲ್ಲಾಸ್ಪತ್ರೆಯಲ್ಲಿ ಸ್ವಚ್ಛತೆ ಹಾಗೂ ಔಷಧಿ ಲಭ್ಯತೆ ಬಗ್ಗೆ ನಿಗಾವಹಿಸಬೇಕು. ರೈತರಿಗೆ ಬೀಜ ಮತ್ತು ರಸಗೊಬ್ಬರ ಸಮರ್ಪಕವಾಗಿ ವಿತರಿಸಬೇಕು ಎಂದರು. ಮಣ್ಣು ಪರೀಕ್ಷೆ ಒತ್ತು ನೀಡಿ ಮಾಹಿತಿ ಕೊಡಬೇಕು. ಸಾಲ ಸೌಲಭ್ಯ ವಿತರಣೆಯಲ್ಲಿ ಬ್ಯಾಂಕುಗಳು ನಿಯಮಗಳನ್ನು ಪಾಲಿಸಬೇಕು ಎಂದು ತಿಳಿಸಿದರು. [45, 533, 312, 857]
byline: ಕನ್ನಡನಾಡು ವಾರ್ತೆ [45, 1397, 126, 1412]
registration-marks [902, 2379, 964, 2391]
paragraph: ಸೇನೆಗೆ ಸೇರಲು ಬಯಸುವ ಆಕಾಂಕ್ಷಿಗಳಿಗೆ ಶಿವಮೊಗ್ಗದಲ್ಲಿ ಜೂ.21 ರಂದು ಬೆಳಗ್ಗೆ 9.00 ಕ್ಕೆ ಮಂಗಳೂರು ಸೇನಾ ನೇಮಕಾತಿ ಕಛೇರಿಯ ನಿರ್ದೇಶಕರಿಂದ ಮಾರ್ಗದರ್ಶನ ಉಪನ್ಯಾಸವನ್ನು ಹಮ್ಮಿಕೊಳ್ಳಲಾಗಿದ್ದು, ಆಸಕ್ತ ಯುವಕ/ಯುವತಿಯರು ಭಾಗವಹಿಸಬಹುದಾಗಿದೆ. ಹೆಚ್ಚಿನ ವಿವರಗಳನ್ನು ವಾಟ್ಸಪ್ ನಂಬರ್ 9591894552 ಗೆ ಕರೆ ಮಾಡಿ ಮಾಹಿತಿ ಪಡೆಯಬಹುದು. ಮಾರ್ಗದರ್ಶನ ಕಾರ್ಯಕ್ರಮದಲ್ಲಿ ಆಸಕ್ತರು ತಮ್ಮ ದಾಖಲಾತಿಗಳೊಂದಿಗೆ ಹಾಜರಾಗಬೇಕು. ಹೆಚ್ಚಿನ ಮಾಹಿತಿಯನ್ನು/ಮಾರ್ಗದರ್ಶನಗಳನ್ನು ತಮ್ಮ ವಾಟ್ಸಪ್ ಸಂಖ್ಯೆಗೆ ಕಳುಹಿಸಲಾಗುವುದು ಎಂದು ಪ್ರಕಟಣೆ ತಿಳಿಸಿದೆ. [615, 861, 893, 1013]
article-body [45, 1841, 317, 2359]
headline-missing [615, 373, 893, 440]
article-body [328, 495, 601, 1283]
article-body [1196, 378, 1469, 804]
felicitation-photo [907, 876, 1469, 1110]
paragraph: ಶಿವಮೊಗ್ಗ ಗ್ರಾಮಾಂತರ ಪೊಲೀಸ್ ಠಾಣೆ ವ್ಯಾಪ್ತಿಯ ಬಿಕ್ಕೋನಹಳ್ಳಿ ಗ್ರಾಮದ ನಿವಾಸಿ ಮಲ್ಲೇಶಪ್ಪ ಎಂಬ 46 ವರ್ಷ ವಯಸ್ಸಿನ ವ್ಯಕ್ತಿ ಜೂ.05 ರಂದು ಬೆಳಿಗ್ಗೆ ಮನೆಯಿಂದ ತೋಟಕ್ಕೆ ಹೋಗಿ ಬರುತ್ತೇನೆಂದು ಹೇಳಿ ಹೋದವರು ವಾಪಸ್ ಮನೆಗೆ ಬಾರದೇ ಕಾಣೆಯಾಗಿರುತ್ತಾರೆ. ಇವರು ಸುಮಾರು 5.2 ಅಡಿ ಎತ್ತರ, ಸಾಧಾರಣ ಮೈಕಟ್ಟು, ಗೋಧಿ ಮೈಬಣ್ಣ, ದುಂಡು ಮುಖ ಹೊಂದಿದ್ದು, ಕನ್ನಡ ಭಾಷೆ ಮಾತನಾಡುತ್ತಾರೆ. ಕಾಣೆಯಾದ ವೇಳೆ ಬಿಳಿ ಬಣ್ಣದ ಶರ್ಟ್, ಕಪ್ಪು ಬಣ್ಣದ ಪ್ಯಾಂಟ್ ಧರಿಸಿರುತ್ತಾರೆ. ಈ ವ್ಯಕ್ತಿಯ ಸುಳಿವು ಸಿಕ್ಕಲ್ಲಿ ಶಿವಮೊಗ್ಗ ಗ್ರಾಮಾಂತರ ಪೊಲೀಸ್ ಠಾಣೆ ಅಥವಾ ಪೊಲೀಸ್ ಕಂಟ್ರೋಲ್ ರೂಮ್ ದೂ.ಸಂ.: 08182-261418/261422/9480803350 ಗೆ ಮಾಹಿತಿ ನೀಡುವಂತೆ ಪ್ರಕಟಣೆ ತಿಳಿಸಿದೆ. [615, 482, 893, 669]
dateline: ತುಮಕೂರು, ಜೂ.17: [907, 1509, 1013, 1525]
black-dot [952, 2379, 964, 2391]
registration-marks [534, 2379, 597, 2391]
cyan-dot [902, 2379, 914, 2391]
article-body [1191, 1806, 1469, 2359]
black-dot [1441, 2379, 1454, 2391]
headline-line: ಸಮುದಾಯದವರಿಂದ ಅರ್ಜಿ ಆಹ್ವಾನ [149, 1348, 503, 1383]
dateline: ಶಿವಮೊಗ್ಗ, ಜೂ.17: [615, 164, 713, 179]
dateline: ರಾಯಚೂರು, ಜೂ.17: [907, 396, 1018, 412]
headline-line: ಮಾಹಿತಿ ನೀಡಲು ಮನವಿ [662, 409, 846, 436]
